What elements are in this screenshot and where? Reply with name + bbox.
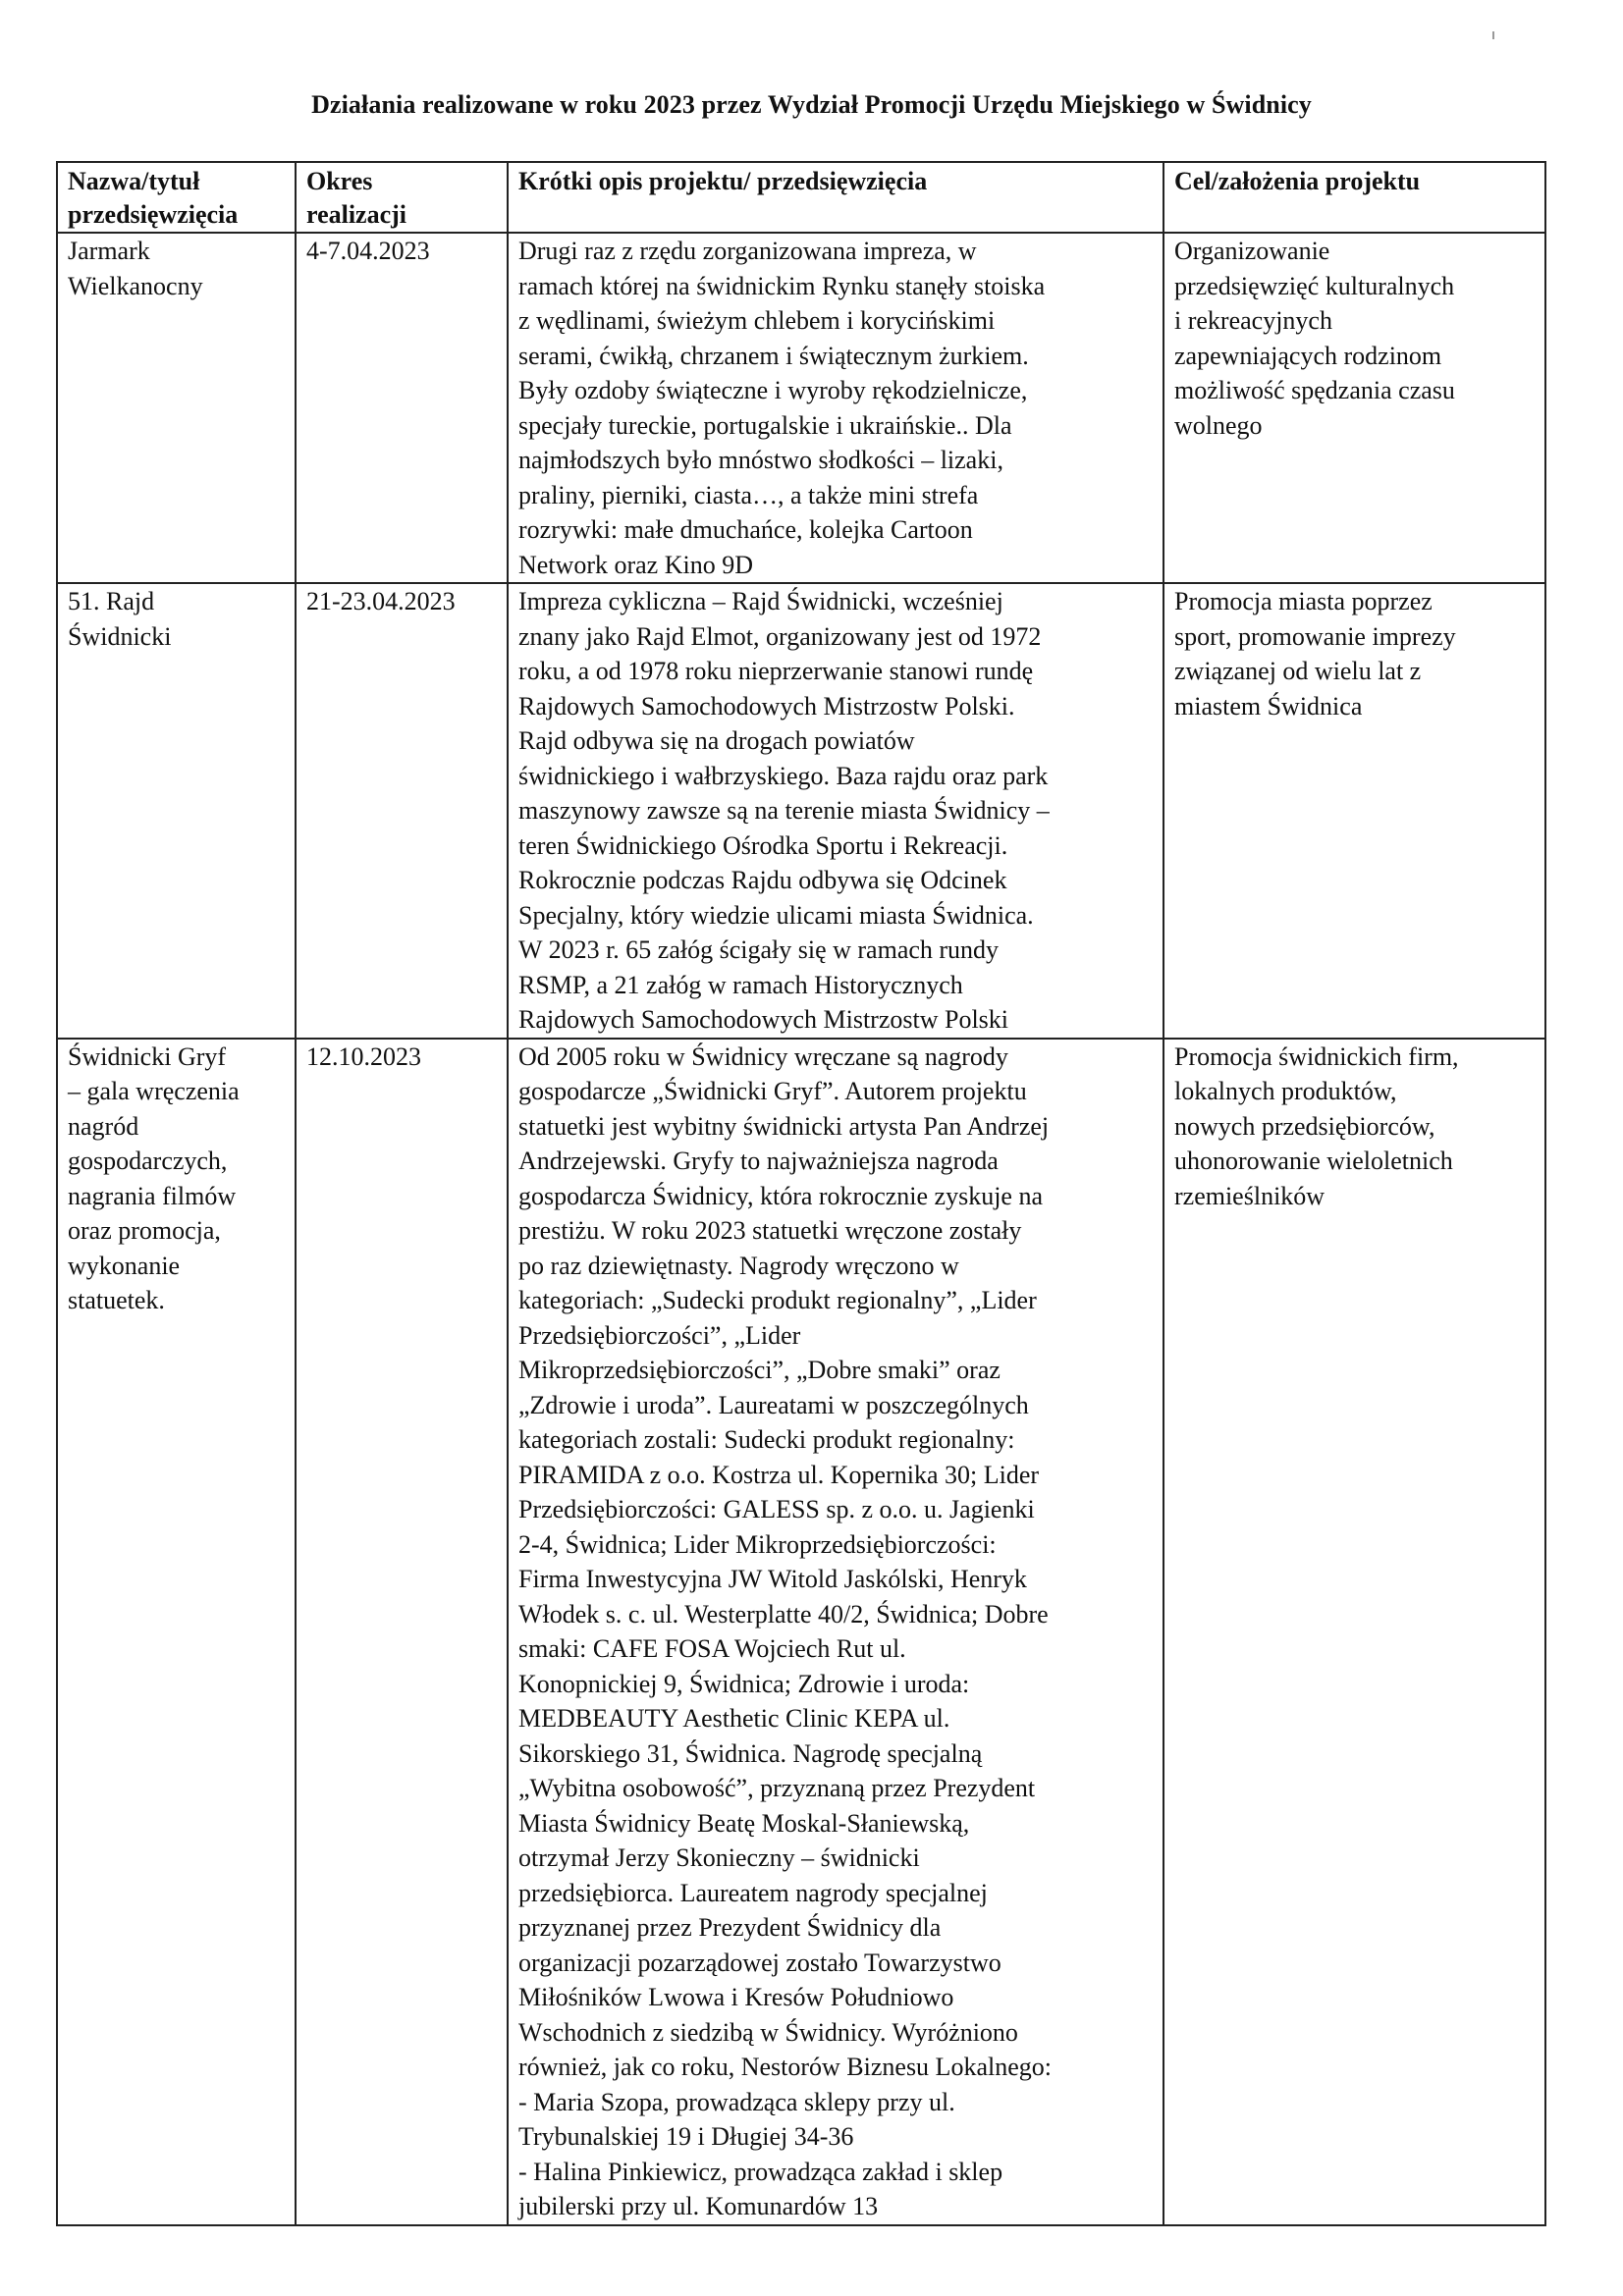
projects-table [56, 161, 1546, 2226]
cell-goal: Organizowanie przedsięwzięć kulturalnych i rekreacyjnych zapewniających rodzinom możliwość spędzania czasu wolnego [1163, 233, 1545, 583]
cell-name: Jarmark Wielkanocny [57, 233, 296, 583]
scan-mark [1492, 31, 1494, 39]
cell-period: 21-23.04.2023 [296, 583, 508, 1039]
header-name: Nazwa/tytuł przedsięwzięcia [57, 162, 296, 233]
header-period: Okres realizacji [296, 162, 508, 233]
cell-description: Drugi raz z rzędu zorganizowana impreza, w ramach której na świdnickim Rynku stanęły stoiska z wędlinami, świeżym chlebem i korycińskimi serami, ćwikłą, chrzanem i świątecznym żurkiem. Były ozdoby świąteczne i wyroby rękodzielnicze, specjały tureckie, portugalskie i ukraińskie.. Dla najmłodszych było mnóstwo słodkości – lizaki, praliny, pierniki, ciasta…, a także mini strefa rozrywki: małe dmuchańce, kolejka Cartoon Network oraz Kino 9D [508, 233, 1163, 583]
table-row [57, 233, 1545, 583]
cell-goal: Promocja miasta poprzez sport, promowanie imprezy związanej od wielu lat z miastem Świdnica [1163, 583, 1545, 1039]
cell-period: 12.10.2023 [296, 1039, 508, 2225]
table-row [57, 583, 1545, 1039]
cell-name: 51. Rajd Świdnicki [57, 583, 296, 1039]
cell-period: 4-7.04.2023 [296, 233, 508, 583]
cell-name: Świdnicki Gryf – gala wręczenia nagród gospodarczych, nagrania filmów oraz promocja, wykonanie statuetek. [57, 1039, 296, 2225]
cell-goal: Promocja świdnickich firm, lokalnych produktów, nowych przedsiębiorców, uhonorowanie wieloletnich rzemieślników [1163, 1039, 1545, 2225]
header-goal: Cel/założenia projektu [1163, 162, 1545, 233]
cell-description: Od 2005 roku w Świdnicy wręczane są nagrody gospodarcze „Świdnicki Gryf”. Autorem projektu statuetki jest wybitny świdnicki artysta Pan Andrzej Andrzejewski. Gryfy to najważniejsza nagroda gospodarcza Świdnicy, która rokrocznie zyskuje na prestiżu. W roku 2023 statuetki wręczone zostały po raz dziewiętnasty. Nagrody wręczono w kategoriach: „Sudecki produkt regionalny”, „Lider Przedsiębiorczości”, „Lider Mikroprzedsiębiorczości”, „Dobre smaki” oraz „Zdrowie i uroda”. Laureatami w poszczególnych kategoriach zostali: Sudecki produkt regionalny: PIRAMIDA z o.o. Kostrza ul. Kopernika 30; Lider Przedsiębiorczości: GALESS sp. z o.o. u. Jagienki 2-4, Świdnica; Lider Mikroprzedsiębiorczości: Firma Inwestycyjna JW Witold Jaskólski, Henryk Włodek s. c. ul. Westerplatte 40/2, Świdnica; Dobre smaki: CAFE FOSA Wojciech Rut ul. Konopnickiej 9, Świdnica; Zdrowie i uroda: MEDBEAUTY Aesthetic Clinic KEPA ul. Sikorskiego 31, Świdnica. Nagrodę specjalną „Wybitna osobowość”, przyznaną przez Prezydent Miasta Świdnicy Beatę Moskal-Słaniewską, otrzymał Jerzy Skonieczny – świdnicki przedsiębiorca. Laureatem nagrody specjalnej przyznanej przez Prezydent Świdnicy dla organizacji pozarządowej zostało Towarzystwo Miłośników Lwowa i Kresów Południowo Wschodnich z siedzibą w Świdnicy. Wyróżniono również, jak co roku, Nestorów Biznesu Lokalnego: - Maria Szopa, prowadząca sklepy przy ul. Trybunalskiej 19 i Długiej 34-36 - Halina Pinkiewicz, prowadząca zakład i sklep jubilerski przy ul. Komunardów 13 [508, 1039, 1163, 2225]
cell-description: Impreza cykliczna – Rajd Świdnicki, wcześniej znany jako Rajd Elmot, organizowany jest od 1972 roku, a od 1978 roku nieprzerwanie stanowi rundę Rajdowych Samochodowych Mistrzostw Polski. Rajd odbywa się na drogach powiatów świdnickiego i wałbrzyskiego. Baza rajdu oraz park maszynowy zawsze są na terenie miasta Świdnicy – teren Świdnickiego Ośrodka Sportu i Rekreacji. Rokrocznie podczas Rajdu odbywa się Odcinek Specjalny, który wiedzie ulicami miasta Świdnica. W 2023 r. 65 załóg ścigały się w ramach rundy RSMP, a 21 załóg w ramach Historycznych Rajdowych Samochodowych Mistrzostw Polski [508, 583, 1163, 1039]
table-row [57, 1039, 1545, 2225]
table-header-row [57, 162, 1545, 233]
header-description: Krótki opis projektu/ przedsięwzięcia [508, 162, 1163, 233]
page-title: Działania realizowane w roku 2023 przez Wydział Promocji Urzędu Miejskiego w Świdnicy [311, 90, 1312, 119]
